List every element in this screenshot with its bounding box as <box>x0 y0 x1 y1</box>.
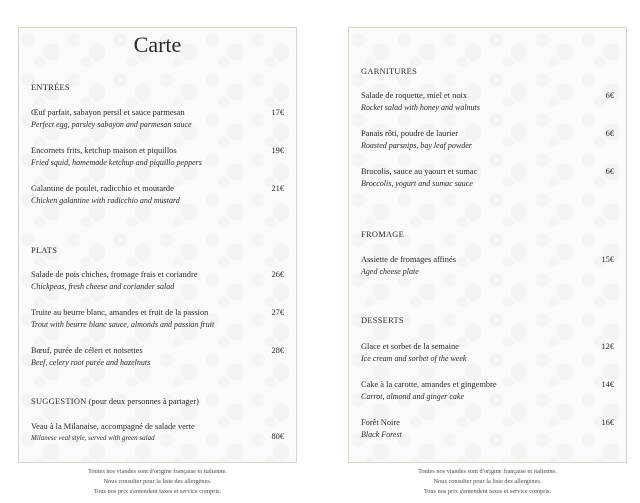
item-name: Assiette de fromages affinés <box>361 255 456 264</box>
menu-item-veau-milanaise <box>31 422 284 442</box>
menu-item-galantine <box>31 184 284 205</box>
footer-line: Tous nos prix s'entendent taxes et service compris. <box>423 488 552 496</box>
item-price: 19€ <box>271 146 284 155</box>
item-name: Salade de roquette, miel et noix <box>361 91 468 100</box>
section-heading-garnitures: GARNITURES <box>361 67 418 76</box>
footer-line: Nous consulter pour la liste des allergènes. <box>433 478 542 486</box>
item-description: Perfect egg, parsley sabayon and parmesan sauce <box>31 120 192 129</box>
section-heading-fromage: FROMAGE <box>361 230 405 239</box>
item-name: Encornets frits, ketchup maison et piquillos <box>31 146 177 155</box>
menu-item-oeuf-parfait <box>31 108 284 129</box>
item-description: Aged cheese plate <box>361 267 419 276</box>
item-price: 21€ <box>271 184 284 193</box>
menu-item-boeuf <box>31 346 284 367</box>
menu-item-glace-sorbet <box>361 342 614 363</box>
item-price: 6€ <box>605 167 614 176</box>
item-name: Galantine de poulet, radicchio et moutarde <box>31 184 174 193</box>
item-description: Carrot, almond and ginger cake <box>361 392 465 401</box>
page-title: Carte <box>133 32 182 57</box>
footer-line: Toutes nos viandes sont d'origine française et italienne. <box>88 468 227 475</box>
item-description: Milanese veal style, served with green salad <box>31 434 155 442</box>
item-name: Glace et sorbet de la semaine <box>361 342 459 351</box>
menu-item-encornets <box>31 146 284 167</box>
item-name: Salade de pois chiches, fromage frais et coriandre <box>31 270 198 279</box>
item-description: Black Forest <box>361 430 402 439</box>
footer-line: Nous consulter pour la liste des allergènes. <box>103 478 212 486</box>
item-price: 27€ <box>271 308 284 317</box>
menu-item-salade-pois-chiches <box>31 270 284 291</box>
item-description: Ice cream and sorbet of the week <box>361 354 467 363</box>
item-name: Veau à la Milanaise, accompagné de salade verte <box>31 422 195 431</box>
item-price: 6€ <box>605 129 614 138</box>
item-name: Panais rôti, poudre de laurier <box>361 129 458 138</box>
item-description: Trout with beurre blanc sauce, almonds and passion fruit <box>31 320 215 329</box>
item-price: 26€ <box>271 270 284 279</box>
item-price: 16€ <box>601 418 614 427</box>
menu-item-foret-noire <box>361 418 614 439</box>
footer-notes-right <box>348 467 627 498</box>
item-name: Cake à la carotte, amandes et gingembre <box>361 380 497 389</box>
suggestion-heading: SUGGESTION <box>31 397 87 406</box>
item-description: Chickpeas, fresh cheese and coriander salad <box>31 282 175 291</box>
item-name: Forêt Noire <box>361 418 400 427</box>
item-price: 15€ <box>601 255 614 264</box>
item-price: 28€ <box>271 346 284 355</box>
menu-item-cake-carotte <box>361 380 614 401</box>
item-name: Bœuf, purée de céleri et noisettes <box>31 346 143 355</box>
item-price: 80€ <box>271 432 284 441</box>
menu-item-salade-roquette <box>361 91 614 112</box>
menu-item-truite <box>31 308 284 329</box>
item-name: Brocolis, sauce au yaourt et sumac <box>361 167 478 176</box>
menu-item-brocolis <box>361 167 614 188</box>
item-price: 14€ <box>601 380 614 389</box>
item-description: Rocket salad with honey and walnuts <box>361 103 480 112</box>
item-name: Œuf parfait, sabayon persil et sauce parmesan <box>31 108 185 117</box>
section-heading-suggestion <box>31 397 199 406</box>
menu-item-fromages <box>361 255 614 276</box>
item-price: 12€ <box>601 342 614 351</box>
footer-notes-left <box>18 467 297 498</box>
item-description: Roasted parsnips, bay leaf powder <box>361 141 472 150</box>
item-description: Beef, celery root purée and hazelnuts <box>31 358 151 367</box>
item-price: 17€ <box>271 108 284 117</box>
suggestion-note: (pour deux personnes à partager) <box>86 397 199 406</box>
section-heading-desserts: DESSERTS <box>361 316 404 325</box>
menu-page-left <box>18 27 297 463</box>
item-description: Chicken galantine with radicchio and mustard <box>31 196 180 205</box>
section-heading-entrees: ENTRÉES <box>31 83 70 92</box>
item-description: Broccolis, yogurt and sumac sauce <box>361 179 473 188</box>
item-name: Truite au beurre blanc, amandes et fruit de la passion <box>31 308 209 317</box>
item-price: 6€ <box>605 91 614 100</box>
footer-line: Tous nos prix s'entendent taxes et service compris. <box>93 488 222 496</box>
footer-line: Toutes nos viandes sont d'origine française et italienne. <box>418 468 557 475</box>
menu-page-right <box>348 27 627 463</box>
menu-item-panais <box>361 129 614 150</box>
section-heading-plats: PLATS <box>31 246 58 255</box>
item-description: Fried squid, homemade ketchup and piquillo peppers <box>31 158 202 167</box>
